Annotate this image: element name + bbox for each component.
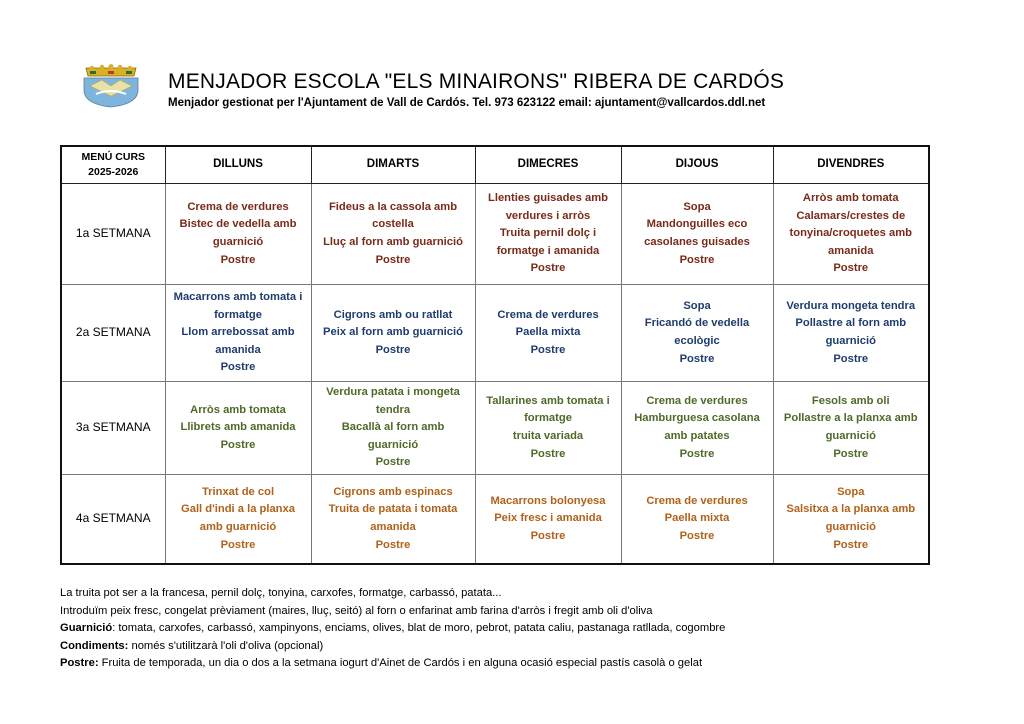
menu-dish-dessert: Postre — [679, 253, 715, 266]
menu-cell-friday — [773, 475, 929, 565]
menu-dish-line: Cigrons amb ou ratllat — [333, 308, 453, 321]
menu-dish-line: Verdura patata i mongeta — [326, 386, 460, 399]
menu-dish-line: amanida — [215, 343, 261, 356]
note-garnish-label: Guarnició — [60, 622, 113, 635]
menu-dish-dessert: Postre — [833, 262, 869, 275]
note-condiments-label: Condiments: — [60, 639, 129, 652]
menu-dish-dessert: Postre — [375, 538, 411, 551]
menu-dish-dessert: Postre — [679, 529, 715, 542]
menu-dish-line: Paella mixta — [664, 512, 730, 525]
menu-dish-dessert: Postre — [375, 343, 411, 356]
week-row — [61, 285, 929, 382]
menu-dish-line: Arròs amb tomata — [190, 403, 286, 416]
menu-dish-line: Sopa — [683, 200, 711, 213]
menu-dish-line: formatge i amanida — [496, 244, 600, 257]
menu-dish-line: casolanes guisades — [644, 236, 750, 248]
menu-cell-wednesday — [475, 475, 621, 565]
menu-dish-dessert: Postre — [530, 447, 566, 460]
menu-dish-dessert: Postre — [530, 262, 566, 275]
menu-dish-line: Verdura mongeta tendra — [786, 299, 916, 312]
menu-dish-line: amanida — [370, 521, 416, 533]
menu-dish-line: amb guarnició — [199, 521, 277, 533]
menu-dish-line: formatge — [524, 412, 572, 425]
menu-dish-line: Peix al forn amb guarnició — [323, 326, 463, 339]
menu-dish-dessert: Postre — [833, 352, 869, 365]
menu-course-header — [61, 146, 165, 184]
menu-dish-line: Truita pernil dolç i — [499, 227, 597, 240]
menu-dish-line: verdures i arròs — [505, 209, 591, 222]
town-coat-of-arms-logo — [80, 64, 142, 108]
note-condiments — [60, 638, 725, 656]
menu-dish-line: Bacallà al forn amb — [341, 421, 445, 434]
menu-dish-dessert: Postre — [375, 253, 411, 266]
menu-dish-line: Salsitxa a la planxa amb — [786, 503, 916, 516]
menu-dish-line: Fricandó de vedella — [644, 317, 750, 330]
menu-cell-wednesday — [475, 382, 621, 475]
menu-cell-tuesday — [311, 184, 475, 285]
menu-cell-friday — [773, 184, 929, 285]
menu-cell-thursday — [621, 184, 773, 285]
menu-dish-line: costella — [372, 218, 414, 231]
menu-cell-monday — [165, 285, 311, 382]
menu-dish-line: amanida — [828, 244, 874, 257]
week-row — [61, 382, 929, 475]
menu-dish-line: Llenties guisades amb — [488, 192, 608, 205]
menu-dish-line: Bistec de vedella amb — [179, 218, 297, 231]
day-header-friday: DIVENDRES — [773, 146, 929, 184]
menu-dish-dessert: Postre — [679, 352, 715, 365]
note-omelette: La truita pot ser a la francesa, pernil dolç, tonyina, carxofes, formatge, carbassó, patata... — [60, 587, 502, 599]
week-row — [61, 184, 929, 285]
menu-dish-dessert: Postre — [220, 438, 256, 451]
note-garnish-text: : tomata, carxofes, carbassó, xampinyons, enciams, olives, blat de moro, pebrot, patata caliu, pastanaga ratllada, cogombre — [112, 622, 726, 635]
menu-dish-line: Crema de verdures — [497, 308, 599, 321]
menu-cell-tuesday — [311, 382, 475, 475]
menu-dish-dessert: Postre — [833, 538, 869, 551]
menu-dish-line: ecològic — [674, 335, 720, 347]
day-header-tuesday: DIMARTS — [311, 146, 475, 184]
menu-dish-line: Hamburguesa casolana — [634, 412, 760, 425]
day-header-monday: DILLUNS — [165, 146, 311, 184]
menu-dish-line: guarnició — [367, 438, 419, 451]
menu-dish-line: truita variada — [512, 430, 584, 442]
menu-cell-thursday — [621, 285, 773, 382]
menu-dish-line: Sopa — [683, 299, 711, 312]
menu-notes — [60, 585, 725, 673]
menu-dish-line: formatge — [214, 308, 262, 321]
note-dessert — [60, 655, 725, 673]
menu-dish-line: Pollastre a la planxa amb — [783, 412, 918, 425]
menu-dish-line: Crema de verdures — [646, 394, 748, 407]
week-label: 2a SETMANA — [61, 285, 165, 382]
menu-dish-line: Llibrets amb amanida — [180, 421, 296, 434]
page-subtitle-contact: Menjador gestionat per l'Ajuntament de Vall de Cardós. Tel. 973 623122 email: ajuntament@vallcardos.ddl.net — [168, 97, 766, 109]
menu-cell-wednesday — [475, 184, 621, 285]
menu-dish-line: guarnició — [212, 236, 264, 248]
day-header-wednesday: DIMECRES — [475, 146, 621, 184]
menu-dish-line: Lluç al forn amb guarnició — [323, 236, 463, 248]
note-fish: Introduïm peix fresc, congelat prèviament (maires, lluç, seitó) al forn o enfarinat amb farina d'arròs i fregit amb oli d'oliva — [60, 604, 653, 617]
day-header-thursday: DIJOUS — [621, 146, 773, 184]
menu-cell-wednesday — [475, 285, 621, 382]
menu-course-label: MENÚ CURS — [81, 151, 146, 163]
menu-cell-thursday — [621, 475, 773, 565]
menu-dish-line: Mandonguilles eco — [646, 218, 748, 231]
menu-dish-line: Macarrons bolonyesa — [490, 494, 606, 507]
menu-dish-line: amb patates — [664, 430, 730, 442]
menu-dish-line: Cigrons amb espinacs — [333, 485, 453, 498]
menu-dish-line: Fideus a la cassola amb — [328, 200, 458, 213]
week-label: 3a SETMANA — [61, 382, 165, 475]
menu-dish-dessert: Postre — [530, 529, 566, 542]
menu-table — [60, 145, 930, 565]
week-label: 1a SETMANA — [61, 184, 165, 285]
menu-dish-line: Sopa — [837, 485, 865, 498]
note-garnish — [60, 620, 725, 638]
menu-dish-line: Crema de verdures — [187, 200, 289, 213]
menu-dish-line: Gall d'indi a la planxa — [181, 503, 295, 516]
menu-cell-friday — [773, 285, 929, 382]
menu-dish-line: Llom arrebossat amb — [181, 326, 295, 339]
menu-dish-line: guarnició — [825, 335, 876, 347]
menu-dish-line: Trinxat de col — [201, 485, 275, 498]
menu-dish-dessert: Postre — [530, 343, 566, 356]
menu-dish-line: Calamars/crestes de — [796, 209, 906, 222]
menu-cell-tuesday — [311, 285, 475, 382]
menu-dish-dessert: Postre — [679, 447, 715, 460]
menu-dish-line: tendra — [375, 403, 411, 416]
menu-dish-line: Tallarines amb tomata i — [486, 394, 610, 407]
menu-cell-monday — [165, 382, 311, 475]
menu-cell-friday — [773, 382, 929, 475]
menu-dish-line: Paella mixta — [515, 326, 581, 339]
menu-dish-line: Macarrons amb tomata i — [173, 291, 303, 304]
menu-dish-dessert: Postre — [220, 361, 256, 374]
menu-course-year: 2025-2026 — [88, 166, 139, 178]
menu-dish-line: guarnició — [825, 430, 876, 442]
menu-dish-line: guarnició — [825, 521, 876, 533]
menu-dish-line: Arròs amb tomata — [802, 192, 899, 205]
week-label: 4a SETMANA — [61, 475, 165, 565]
menu-dish-line: Truita de patata i tomata — [328, 503, 458, 516]
menu-cell-thursday — [621, 382, 773, 475]
menu-cell-monday — [165, 184, 311, 285]
menu-cell-tuesday — [311, 475, 475, 565]
week-row — [61, 475, 929, 565]
menu-dish-line: Crema de verdures — [646, 494, 748, 507]
menu-cell-monday — [165, 475, 311, 565]
note-condiments-text: només s'utilitzarà l'oli d'oliva (opcional) — [128, 639, 324, 652]
page-title: MENJADOR ESCOLA "ELS MINAIRONS" RIBERA DE CARDÓS — [168, 70, 785, 93]
menu-dish-line: Fesols amb oli — [811, 394, 890, 407]
menu-dish-line: Pollastre al forn amb — [795, 317, 907, 330]
note-dessert-text: Fruita de temporada, un dia o dos a la setmana iogurt d'Ainet de Cardós i en alguna ocasió especial pastís casolà o gelat — [98, 657, 703, 670]
menu-dish-dessert: Postre — [833, 447, 869, 460]
note-dessert-label: Postre: — [60, 657, 99, 670]
menu-dish-dessert: Postre — [375, 456, 411, 469]
menu-dish-dessert: Postre — [220, 538, 256, 551]
menu-dish-line: Peix fresc i amanida — [494, 512, 602, 525]
menu-dish-dessert: Postre — [220, 253, 256, 266]
menu-dish-line: tonyina/croquetes amb — [789, 227, 912, 240]
